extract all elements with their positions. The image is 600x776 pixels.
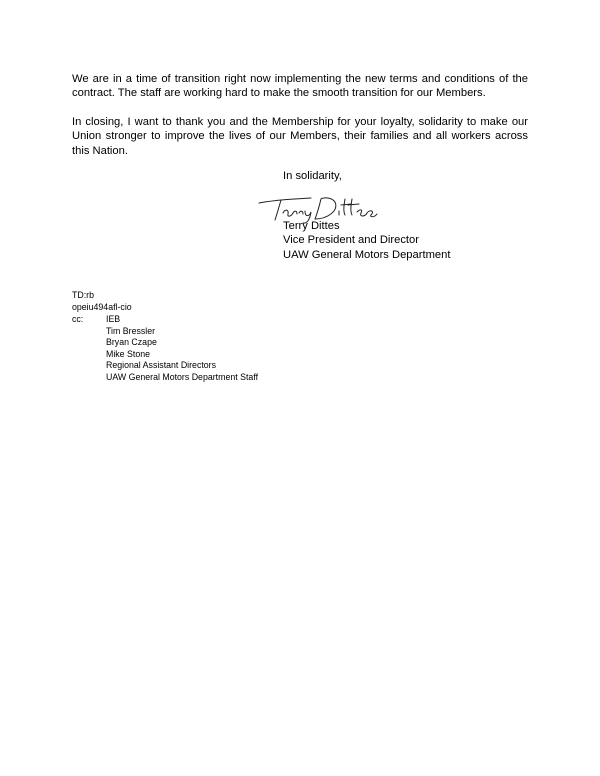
closing-salutation: In solidarity, xyxy=(283,170,342,182)
typist-initials: TD:rb xyxy=(72,290,94,300)
cc-list xyxy=(106,314,258,384)
cc-recipient: Bryan Czape xyxy=(106,337,157,348)
cc-recipient: Mike Stone xyxy=(106,348,151,359)
signatory-department: UAW General Motors Department xyxy=(283,248,451,261)
cc-recipient: Tim Bressler xyxy=(106,325,156,336)
cc-recipient: UAW General Motors Department Staff xyxy=(106,371,259,382)
body-paragraph-transition: We are in a time of transition right now implementing the new terms and conditions of the contract. The staff are working hard to make the smooth transition for our Members. xyxy=(72,73,528,100)
cc-recipient: IEB xyxy=(106,314,121,324)
cc-recipient: Regional Assistant Directors xyxy=(106,360,217,371)
union-tag: opeiu494afl-cio xyxy=(72,302,132,312)
body-paragraph-closing: In closing, I want to thank you and the Membership for your loyalty, solidarity to make our Union stronger to improve the lives of our Members, their families and all workers across this Nation. xyxy=(72,116,528,157)
signatory-title: Vice President and Director xyxy=(283,234,419,247)
signatory-name: Terry Dittes xyxy=(283,220,340,232)
cc-label: cc: xyxy=(72,314,84,324)
signatory-block xyxy=(283,219,450,262)
